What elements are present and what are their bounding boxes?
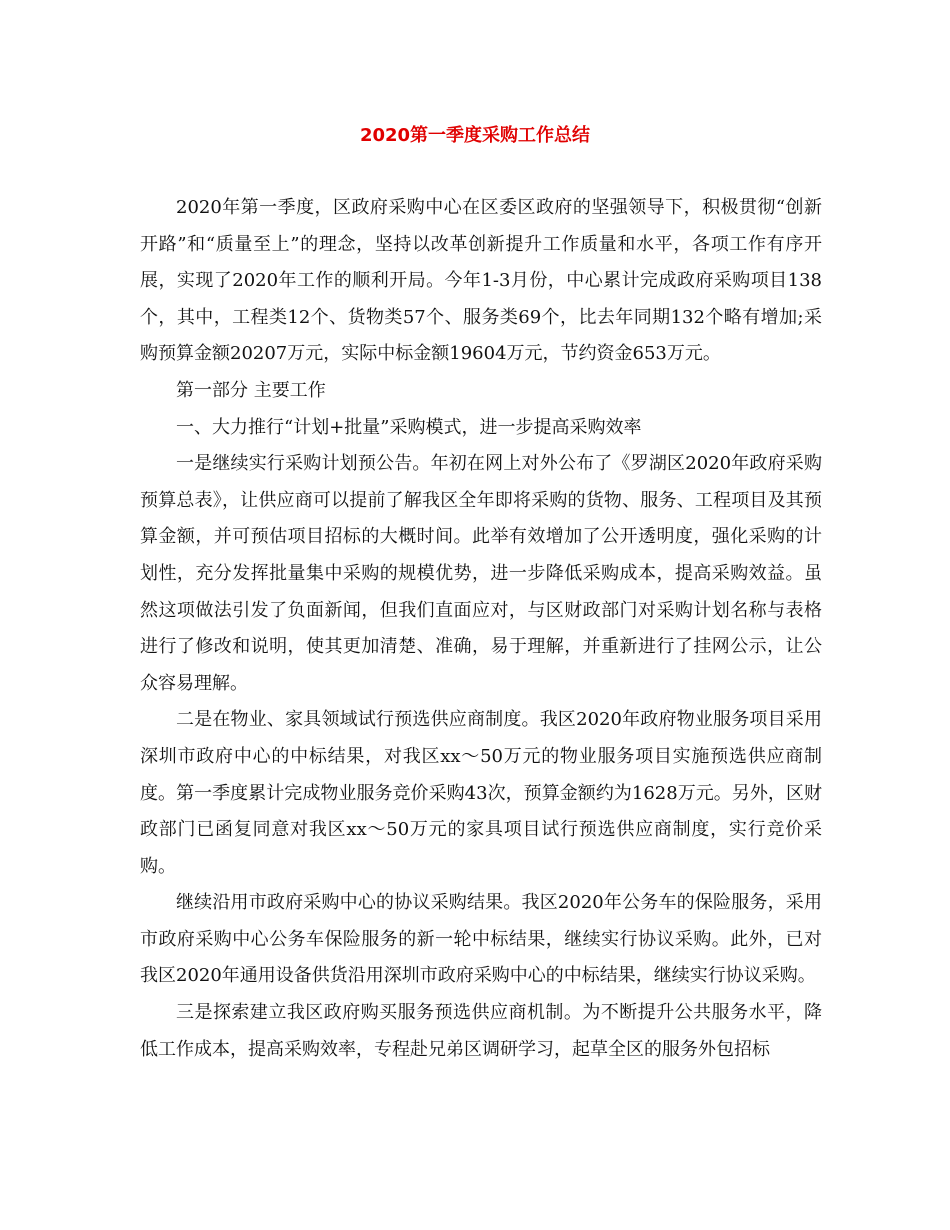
paragraph-preselected-suppliers: 二是在物业、家具领域试行预选供应商制度。我区2020年政府物业服务项目采用深圳市政府中心的中标结果，对我区xx～50万元的物业服务项目实施预选供应商制度。第一季度累计完成物业服务竞价采购43次，预算金额约为1628万元。另外，区财政部门已函复同意对我区xx～50万元的家具项目试行预选供应商制度，实行竞价采购。 xyxy=(140,709,822,877)
document-body xyxy=(140,190,822,1068)
section-heading: 第一部分 主要工作 xyxy=(176,379,326,401)
paragraph-intro: 2020年第一季度，区政府采购中心在区委区政府的坚强领导下，积极贯彻“创新开路”和“质量至上”的理念，坚持以改革创新提升工作质量和水平，各项工作有序开展，实现了2020年工作的顺利开局。今年1-3月份，中心累计完成政府采购项目138个，其中，工程类12个、货物类57个、服务类69个，比去年同期132个略有增加;采购预算金额20207万元，实际中标金额19604万元，节约资金653万元。 xyxy=(140,197,822,365)
paragraph-agreement-procurement: 继续沿用市政府采购中心的协议采购结果。我区2020年公务车的保险服务，采用市政府采购中心公务车保险服务的新一轮中标结果，继续实行协议采购。此外，已对我区2020年通用设备供货沿用深圳市政府采购中心的中标结果，继续实行协议采购。 xyxy=(140,892,822,987)
paragraph-service-purchase: 三是探索建立我区政府购买服务预选供应商机制。为不断提升公共服务水平，降低工作成本，提高采购效率，专程赴兄弟区调研学习，起草全区的服务外包招标 xyxy=(140,1002,822,1060)
paragraph-procurement-plan: 一是继续实行采购计划预公告。年初在网上对外公布了《罗湖区2020年政府采购预算总表》，让供应商可以提前了解我区全年即将采购的货物、服务、工程项目及其预算金额，并可预估项目招标的大概时间。此举有效增加了公开透明度，强化采购的计划性，充分发挥批量集中采购的规模优势，进一步降低采购成本，提高采购效益。虽然这项做法引发了负面新闻，但我们直面应对，与区财政部门对采购计划名称与表格进行了修改和说明，使其更加清楚、准确，易于理解，并重新进行了挂网公示，让公众容易理解。 xyxy=(140,453,822,694)
document-title: 2020第一季度采购工作总结 xyxy=(359,125,591,146)
subsection-heading: 一、大力推行“计划+批量”采购模式，进一步提高采购效率 xyxy=(176,416,642,438)
